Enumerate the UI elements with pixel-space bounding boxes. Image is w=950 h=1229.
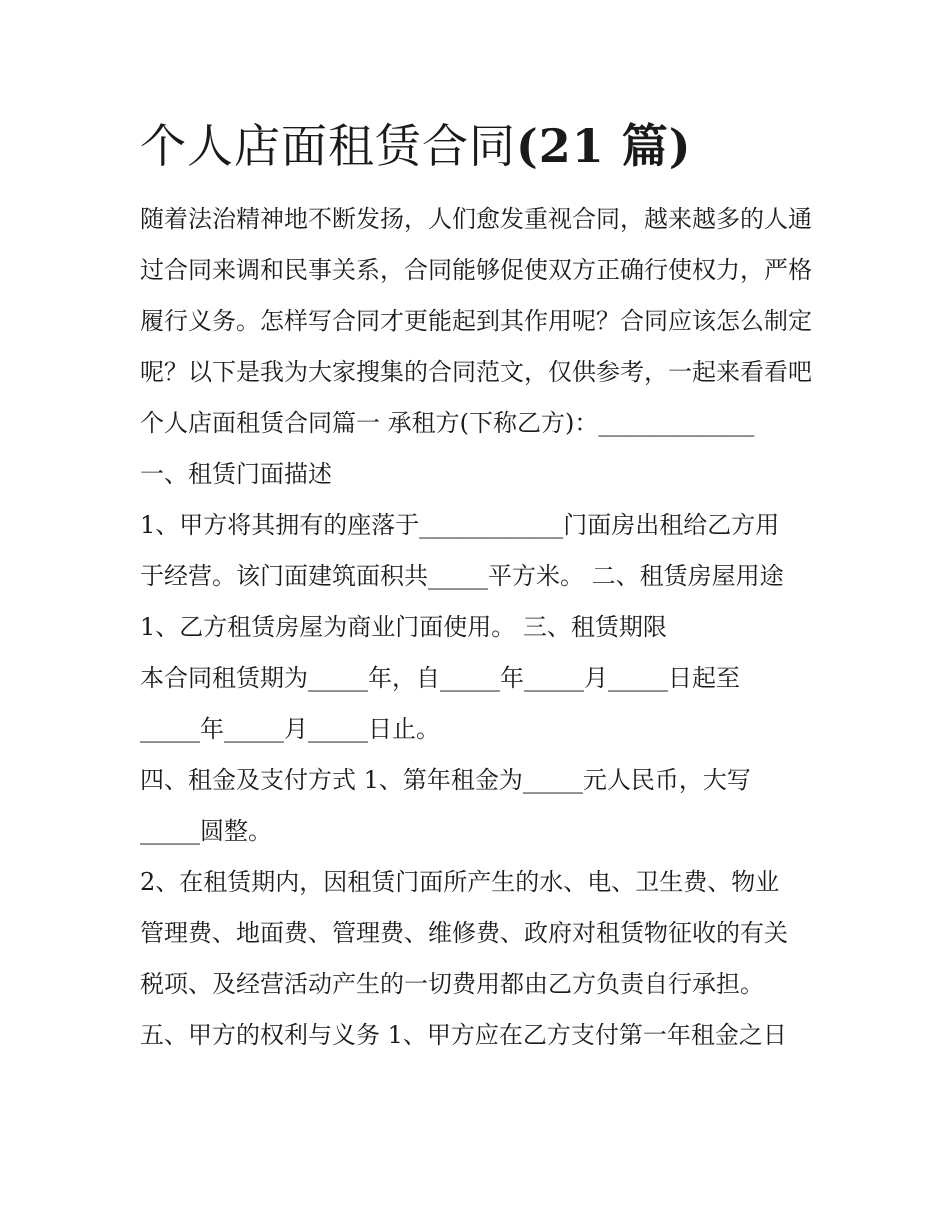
intro-paragraph: 随着法治精神地不断发扬，人们愈发重视合同，越来越多的人通过合同来调和民事关系，合同能够促使双方正确行使权力，严格履行义务。怎样写合同才更能起到其作用呢？合同应该怎么制定呢？以下是我为大家搜集的合同范文，仅供参考，一起来看看吧 [140, 205, 812, 386]
contract-line-3: 1、甲方将其拥有的座落于____________门面房出租给乙方用 [140, 511, 780, 539]
document-title [140, 112, 830, 180]
contract-line-8: 四、租金及支付方式 1、第年租金为_____元人民币，大写 [140, 766, 751, 794]
contract-line-6: 本合同租赁期为_____年，自_____年_____月_____日起至 [140, 664, 740, 692]
contract-line-10: 2、在租赁期内，因租赁门面所产生的水、电、卫生费、物业 [140, 868, 780, 896]
contract-line-5: 1、乙方租赁房屋为商业门面使用。 三、租赁期限 [140, 613, 667, 641]
contract-line-13: 五、甲方的权利与义务 1、甲方应在乙方支付第一年租金之日 [140, 1021, 787, 1049]
contract-line-11: 管理费、地面费、管理费、维修费、政府对租赁物征收的有关 [140, 919, 788, 947]
contract-line-12: 税项、及经营活动产生的一切费用都由乙方负责自行承担。 [140, 970, 764, 998]
contract-line-1: 个人店面租赁合同篇一 承租方(下称乙方)：_____________ [140, 409, 755, 437]
contract-line-9: _____圆整。 [140, 817, 272, 845]
title-count: (21 篇) [516, 119, 692, 173]
document-page [140, 112, 830, 1061]
contract-line-4: 于经营。该门面建筑面积共_____平方米。 二、租赁房屋用途 [140, 562, 784, 590]
title-main: 个人店面租赁合同 [140, 119, 516, 173]
contract-line-7: _____年_____月_____日止。 [140, 715, 440, 743]
contract-body [140, 398, 830, 1061]
section-heading-1: 一、租赁门面描述 [140, 460, 332, 488]
